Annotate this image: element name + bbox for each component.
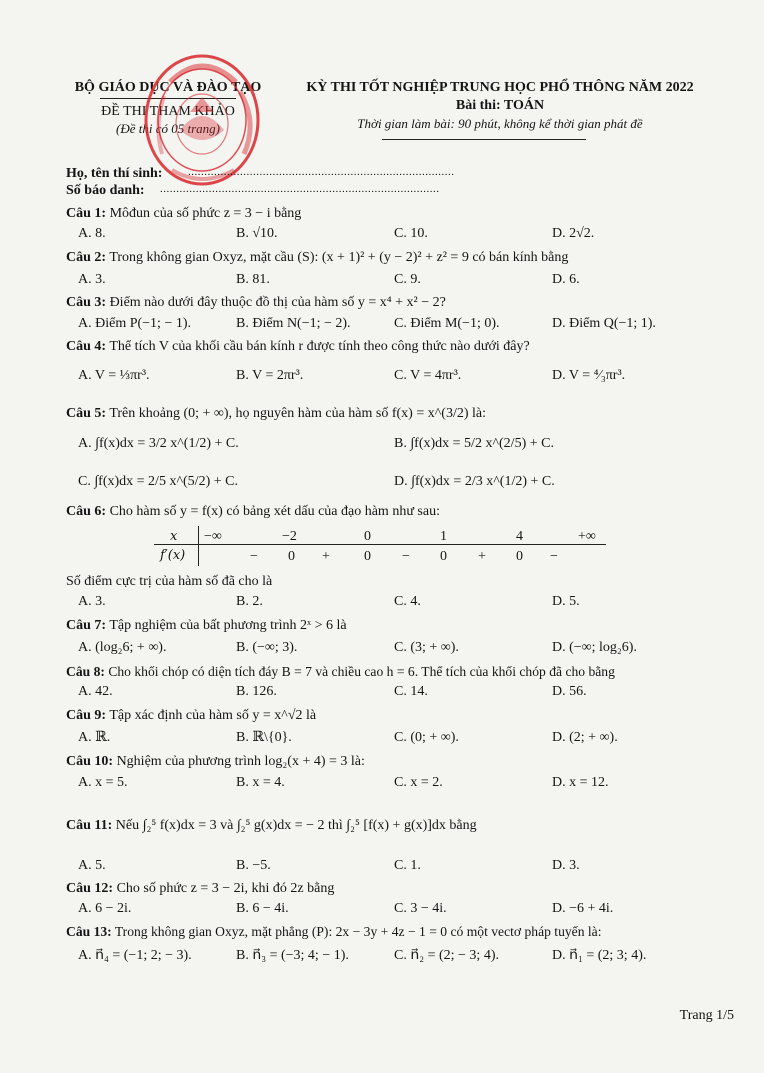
- q10-option-b[interactable]: B. x = 4.: [236, 775, 285, 790]
- q9-option-c[interactable]: C. (0; + ∞).: [394, 730, 459, 745]
- q2-option-a[interactable]: A. 3.: [78, 272, 106, 287]
- q7-option-d[interactable]: D. (−∞; log₂6).: [552, 640, 637, 655]
- question-7: Câu 7: Tập nghiệm của bất phương trình 2ˣ > 6 là: [66, 618, 347, 633]
- q4-option-b[interactable]: B. V = 2πr³.: [236, 368, 304, 383]
- question-11: Câu 11: Nếu ∫₂⁵ f(x)dx = 3 và ∫₂⁵ g(x)dx = − 2 thì ∫₂⁵ [f(x) + g(x)]dx bằng: [66, 818, 477, 833]
- question-2: Câu 2: Trong không gian Oxyz, mặt cầu (S): (x + 1)² + (y − 2)² + z² = 9 có bán kính bằng: [66, 250, 569, 265]
- q12-option-d[interactable]: D. −6 + 4i.: [552, 901, 614, 916]
- question-8: Câu 8: Cho khối chóp có diện tích đáy B = 7 và chiều cao h = 6. Thể tích của khối chóp đã cho bằng: [66, 664, 615, 679]
- q9-option-d[interactable]: D. (2; + ∞).: [552, 730, 618, 745]
- q8-option-a[interactable]: A. 42.: [78, 684, 113, 699]
- q12-option-c[interactable]: C. 3 − 4i.: [394, 901, 447, 916]
- q12-option-b[interactable]: B. 6 − 4i.: [236, 901, 289, 916]
- question-6-followup: Số điểm cực trị của hàm số đã cho là: [66, 574, 273, 589]
- ministry-name: BỘ GIÁO DỤC VÀ ĐÀO TẠO: [74, 80, 262, 95]
- q7-option-a[interactable]: A. (log₂6; + ∞).: [78, 640, 167, 655]
- q6-option-a[interactable]: A. 3.: [78, 594, 106, 609]
- q10-option-c[interactable]: C. x = 2.: [394, 775, 443, 790]
- q11-option-c[interactable]: C. 1.: [394, 858, 421, 873]
- q8-option-c[interactable]: C. 14.: [394, 684, 428, 699]
- q1-option-b[interactable]: B. √10.: [236, 226, 278, 241]
- sign-mark: +: [322, 549, 330, 564]
- q13-option-a[interactable]: A. n⃗₄ = (−1; 2; − 3).: [78, 948, 192, 963]
- q2-option-d[interactable]: D. 6.: [552, 272, 580, 287]
- title-underline: [382, 139, 586, 140]
- q5-option-a[interactable]: A. ∫f(x)dx = 3/2 x^(1/2) + C.: [78, 436, 239, 451]
- q11-option-a[interactable]: A. 5.: [78, 858, 106, 873]
- sign-table-fp-label: f′(x): [160, 548, 186, 563]
- q1-option-a[interactable]: A. 8.: [78, 226, 106, 241]
- sign-mark: −: [250, 549, 258, 564]
- x-value: 1: [440, 529, 447, 544]
- candidate-name-dots: ..................................................................................: [188, 166, 455, 178]
- time-note: Thời gian làm bài: 90 phút, không kể thời gian phát đề: [357, 116, 643, 131]
- candidate-id-dots: ......................................................................................: [160, 183, 440, 195]
- sign-mark: 0: [516, 549, 523, 564]
- question-9: Câu 9: Tập xác định của hàm số y = x^√2 là: [66, 708, 317, 723]
- question-12: Câu 12: Cho số phức z = 3 − 2i, khi đó 2z bằng: [66, 881, 335, 896]
- x-value: −2: [282, 529, 297, 544]
- doc-type: ĐỀ THI THAM KHẢO: [101, 104, 235, 119]
- question-3: Câu 3: Điểm nào dưới đây thuộc đồ thị của hàm số y = x⁴ + x² − 2?: [66, 295, 446, 310]
- q13-option-c[interactable]: C. n⃗₂ = (2; − 3; 4).: [394, 948, 499, 963]
- q13-option-d[interactable]: D. n⃗₁ = (2; 3; 4).: [552, 948, 647, 963]
- q1-option-d[interactable]: D. 2√2.: [552, 226, 595, 241]
- question-10: Câu 10: Nghiệm của phương trình log₂(x + 4) = 3 là:: [66, 754, 365, 769]
- q8-option-b[interactable]: B. 126.: [236, 684, 277, 699]
- q4-option-d[interactable]: D. V = ⁴⁄₃πr³.: [552, 368, 626, 383]
- question-1: Câu 1: Môđun của số phức z = 3 − i bằng: [66, 206, 302, 221]
- q1-option-c[interactable]: C. 10.: [394, 226, 428, 241]
- sign-mark: +: [478, 549, 486, 564]
- q13-option-b[interactable]: B. n⃗₃ = (−3; 4; − 1).: [236, 948, 349, 963]
- q2-option-b[interactable]: B. 81.: [236, 272, 270, 287]
- q8-option-d[interactable]: D. 56.: [552, 684, 587, 699]
- q3-option-b[interactable]: B. Điểm N(−1; − 2).: [236, 316, 351, 331]
- sign-mark: 0: [364, 549, 371, 564]
- q10-option-a[interactable]: A. x = 5.: [78, 775, 128, 790]
- exam-title: KỲ THI TỐT NGHIỆP TRUNG HỌC PHỔ THÔNG NĂM 2022: [306, 80, 694, 95]
- q5-option-c[interactable]: C. ∫f(x)dx = 2/5 x^(5/2) + C.: [78, 474, 238, 489]
- q9-option-a[interactable]: A. ℝ.: [78, 730, 111, 745]
- q11-option-b[interactable]: B. −5.: [236, 858, 271, 873]
- q2-option-c[interactable]: C. 9.: [394, 272, 421, 287]
- candidate-name-label: Họ, tên thí sinh:: [66, 166, 163, 181]
- q7-option-b[interactable]: B. (−∞; 3).: [236, 640, 298, 655]
- question-13: Câu 13: Trong không gian Oxyz, mặt phẳng (P): 2x − 3y + 4z − 1 = 0 có một vectơ pháp tuyến là:: [66, 924, 602, 939]
- page-number: Trang 1/5: [679, 1008, 734, 1023]
- question-4: Câu 4: Thể tích V của khối cầu bán kính r được tính theo công thức nào dưới đây?: [66, 339, 530, 354]
- q6-option-b[interactable]: B. 2.: [236, 594, 263, 609]
- sign-mark: −: [550, 549, 558, 564]
- q12-option-a[interactable]: A. 6 − 2i.: [78, 901, 132, 916]
- q4-option-c[interactable]: C. V = 4πr³.: [394, 368, 462, 383]
- pages-note: (Đề thi có 05 trang): [116, 121, 220, 136]
- q11-option-d[interactable]: D. 3.: [552, 858, 580, 873]
- q10-option-d[interactable]: D. x = 12.: [552, 775, 609, 790]
- q5-option-b[interactable]: B. ∫f(x)dx = 5/2 x^(2/5) + C.: [394, 436, 554, 451]
- q3-option-a[interactable]: A. Điểm P(−1; − 1).: [78, 316, 192, 331]
- sign-table-vertical: [198, 526, 199, 566]
- x-value: −∞: [204, 529, 222, 544]
- x-value: 4: [516, 529, 523, 544]
- q5-option-d[interactable]: D. ∫f(x)dx = 2/3 x^(1/2) + C.: [394, 474, 555, 489]
- question-5: Câu 5: Trên khoảng (0; + ∞), họ nguyên hàm của hàm số f(x) = x^(3/2) là:: [66, 406, 487, 421]
- q7-option-c[interactable]: C. (3; + ∞).: [394, 640, 459, 655]
- sign-mark: −: [402, 549, 410, 564]
- q6-option-d[interactable]: D. 5.: [552, 594, 580, 609]
- q9-option-b[interactable]: B. ℝ\{0}.: [236, 730, 292, 745]
- q3-option-c[interactable]: C. Điểm M(−1; 0).: [394, 316, 500, 331]
- q6-option-c[interactable]: C. 4.: [394, 594, 421, 609]
- q3-option-d[interactable]: D. Điểm Q(−1; 1).: [552, 316, 656, 331]
- exam-subject: Bài thi: TOÁN: [455, 98, 545, 113]
- q4-option-a[interactable]: A. V = ⅓πr³.: [78, 368, 150, 383]
- x-value: 0: [364, 529, 371, 544]
- x-value: +∞: [578, 529, 596, 544]
- candidate-id-label: Số báo danh:: [66, 183, 145, 198]
- question-6: Câu 6: Cho hàm số y = f(x) có bảng xét dấu của đạo hàm như sau:: [66, 504, 440, 519]
- sign-mark: 0: [440, 549, 447, 564]
- sign-table-x-label: x: [170, 529, 178, 544]
- sign-mark: 0: [288, 549, 295, 564]
